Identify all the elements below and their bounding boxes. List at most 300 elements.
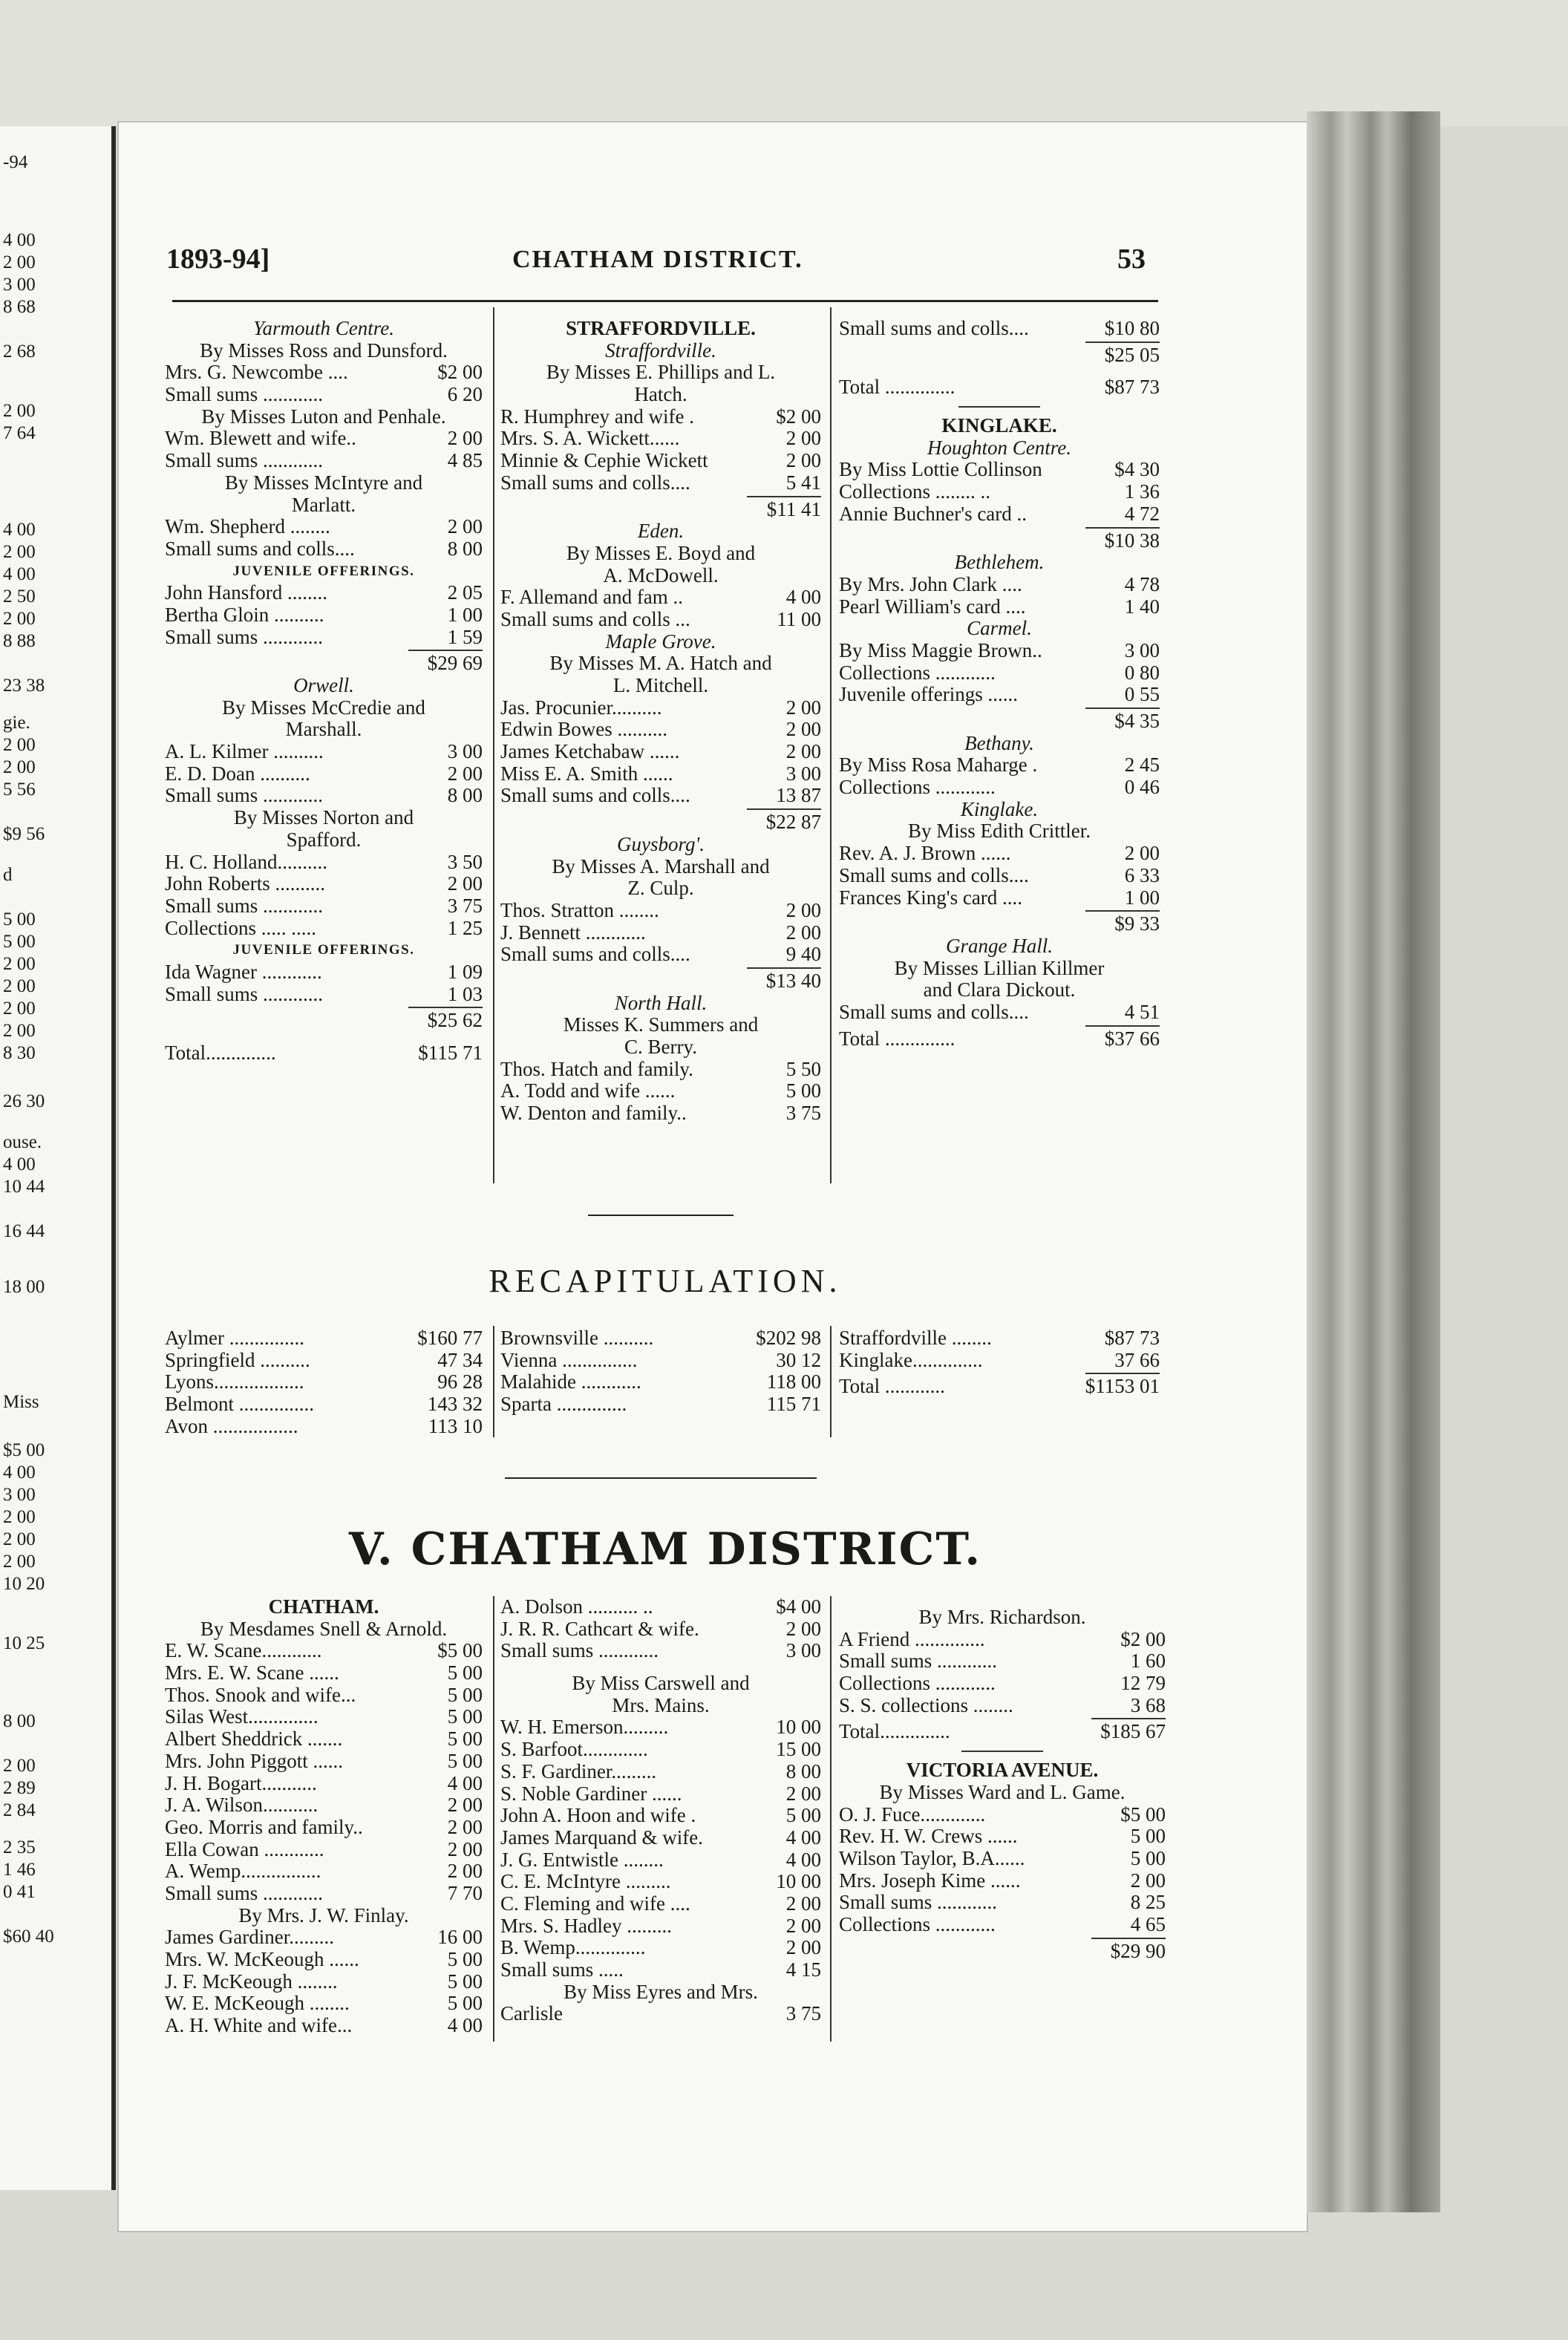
entry-row xyxy=(165,1640,483,1662)
subheading: JUVENILE OFFERINGS. xyxy=(232,563,415,579)
entry-label: O. J. Fuce............. xyxy=(839,1803,986,1826)
entry-label: J. F. McKeough ........ xyxy=(165,1970,338,1993)
entry-label: A. L. Kilmer .......... xyxy=(165,740,324,763)
entry-row xyxy=(165,852,483,874)
subheading: A. McDowell. xyxy=(603,563,719,586)
subheading: STRAFFORDVILLE. xyxy=(566,317,756,339)
column-3-listing xyxy=(839,318,1160,1050)
subheading: Kinglake. xyxy=(960,797,1039,820)
entry-row xyxy=(165,961,483,984)
entry-amount: 2 00 xyxy=(447,872,483,895)
entry-amount: 4 51 xyxy=(1124,1000,1160,1023)
entry-row xyxy=(165,785,483,807)
entry-row xyxy=(500,741,821,763)
entry-row xyxy=(165,1706,483,1728)
entry-row xyxy=(165,428,483,450)
entry-row xyxy=(839,1892,1166,1914)
entry-label: Collections ............ xyxy=(839,776,996,799)
entry-label: A. Todd and wife ...... xyxy=(500,1079,676,1102)
header-year: 1893-94] xyxy=(166,244,270,275)
left-page-fragment: $60 40 xyxy=(3,1926,54,1947)
entry-row xyxy=(165,450,483,472)
subheading: Misses K. Summers and xyxy=(563,1013,759,1036)
entry-row xyxy=(839,843,1160,865)
entry-amount: 6 33 xyxy=(1124,863,1160,886)
subheading: By Misses A. Marshall and xyxy=(552,854,770,878)
sum-rule xyxy=(1085,1373,1160,1374)
entry-amount: 3 75 xyxy=(785,1102,821,1125)
entry-row xyxy=(839,662,1160,684)
entry-label: Jas. Procunier.......... xyxy=(500,696,662,719)
entry-row xyxy=(165,1350,483,1372)
entry-amount: $29 69 xyxy=(427,652,483,675)
entry-amount: 2 00 xyxy=(447,1860,483,1883)
entry-amount: 1 36 xyxy=(1124,480,1160,503)
left-page-fragment: 23 38 xyxy=(3,676,45,696)
entry-row xyxy=(839,710,1160,733)
subheading: By Miss Eyres and Mrs. xyxy=(564,1980,758,2003)
entry-row xyxy=(500,1350,821,1372)
left-page-fragment: 2 00 xyxy=(3,954,36,974)
entry-label: Vienna ............... xyxy=(500,1348,638,1371)
entry-row xyxy=(165,1839,483,1861)
entry-label: Small sums ............ xyxy=(165,784,324,807)
entry-label: Total ............ xyxy=(839,1375,945,1398)
entry-row xyxy=(165,1042,483,1065)
entry-amount: 5 00 xyxy=(447,1992,483,2015)
entry-amount: 4 00 xyxy=(785,1848,821,1871)
entry-amount: 11 00 xyxy=(777,607,821,630)
entry-label: Thos. Stratton ........ xyxy=(500,898,659,921)
entry-label: Avon ................. xyxy=(165,1414,298,1437)
subheading: By Misses Norton and xyxy=(233,806,414,829)
entry-amount: 2 00 xyxy=(447,1794,483,1817)
left-page-fragment: 10 25 xyxy=(3,1633,45,1653)
entry-label: Ella Cowan ............ xyxy=(165,1837,324,1860)
left-page-fragment: gie. xyxy=(3,713,30,733)
entry-label: Small sums and colls.... xyxy=(165,537,355,560)
entry-row xyxy=(165,895,483,918)
entry-label: E. W. Scane............ xyxy=(165,1639,322,1662)
entry-label: Mrs. G. Newcombe .... xyxy=(165,361,348,384)
entry-label: Miss E. A. Smith ...... xyxy=(500,762,673,785)
entry-amount: 2 00 xyxy=(447,427,483,450)
left-page-fragment: 2 00 xyxy=(3,757,36,777)
left-page-fragment: -94 xyxy=(3,152,28,172)
entry-amount: 2 00 xyxy=(785,696,821,719)
entry-row xyxy=(839,887,1160,909)
entry-row xyxy=(839,1327,1160,1350)
entry-amount: 1 59 xyxy=(447,625,483,648)
entry-row xyxy=(839,1848,1166,1870)
entry-row xyxy=(839,684,1160,706)
sum-rule xyxy=(747,967,821,969)
chatham-column-1 xyxy=(165,1596,483,2037)
entry-amount: 2 00 xyxy=(447,1837,483,1860)
left-page-fragment: 2 00 xyxy=(3,999,36,1019)
entry-amount: $11 41 xyxy=(766,497,821,520)
entry-row xyxy=(839,1629,1166,1651)
entry-row xyxy=(165,1662,483,1684)
subheading: By Misses McCredie and xyxy=(222,696,425,719)
left-page-fragment: 26 30 xyxy=(3,1091,45,1111)
entry-row xyxy=(165,582,483,604)
entry-amount: $115 71 xyxy=(418,1042,483,1064)
entry-amount: $37 66 xyxy=(1104,1027,1160,1050)
entry-row xyxy=(165,1860,483,1883)
entry-amount: 8 25 xyxy=(1130,1891,1166,1914)
column-divider-2 xyxy=(830,307,832,1183)
entry-amount: $25 62 xyxy=(427,1009,483,1032)
entry-amount: 4 00 xyxy=(785,1826,821,1849)
entry-label: C. Fleming and wife .... xyxy=(500,1892,690,1915)
recap-divider-2 xyxy=(830,1326,832,1437)
entry-label: Small sums ............ xyxy=(165,625,324,648)
entry-row xyxy=(500,1618,821,1641)
entry-label: Small sums ............ xyxy=(839,1650,998,1673)
entry-label: R. Humphrey and wife . xyxy=(500,405,694,428)
subheading: Yarmouth Centre. xyxy=(252,317,395,339)
entry-label: Pearl William's card .... xyxy=(839,595,1026,618)
entry-amount: $202 98 xyxy=(756,1327,821,1349)
entry-row xyxy=(500,1739,821,1761)
subheading: Guysborg'. xyxy=(616,832,705,855)
entry-row xyxy=(165,362,483,384)
entry-row xyxy=(839,1650,1166,1673)
left-page-fragment: 2 84 xyxy=(3,1800,36,1820)
entry-label: Springfield .......... xyxy=(165,1348,310,1371)
entry-row xyxy=(839,913,1160,935)
entry-label: Total .............. xyxy=(839,1027,956,1050)
recap-column-1 xyxy=(165,1327,483,1437)
entry-row xyxy=(500,1893,821,1915)
entry-amount: 30 12 xyxy=(776,1348,821,1371)
entry-label: W. H. Emerson......... xyxy=(500,1716,669,1739)
entry-label: Carlisle xyxy=(500,2002,563,2025)
left-page-fragment: 2 00 xyxy=(3,609,36,629)
left-page-fragment: 10 44 xyxy=(3,1177,45,1197)
entry-row xyxy=(165,1773,483,1795)
entry-amount: 5 00 xyxy=(447,1728,483,1751)
entry-label: S. Barfoot............. xyxy=(500,1738,648,1761)
entry-row xyxy=(500,1102,821,1125)
entry-amount: 1 60 xyxy=(1130,1650,1166,1673)
entry-label: Small sums ............ xyxy=(165,894,324,917)
entry-amount: 37 66 xyxy=(1114,1348,1160,1371)
entry-row xyxy=(500,609,821,631)
entry-label: By Miss Maggie Brown.. xyxy=(839,638,1042,661)
entry-label: Small sums ............ xyxy=(165,982,324,1005)
entry-amount: 5 00 xyxy=(1130,1825,1166,1848)
entry-amount: 2 00 xyxy=(1130,1869,1166,1892)
subheading: KINGLAKE. xyxy=(941,414,1057,437)
entry-amount: 2 00 xyxy=(785,740,821,763)
subheading: By Misses Luton and Penhale. xyxy=(201,405,446,428)
entry-amount: 8 00 xyxy=(447,784,483,807)
left-page-fragment: 4 00 xyxy=(3,520,36,540)
left-page-fragment: 2 00 xyxy=(3,1756,36,1776)
subheading: VICTORIA AVENUE. xyxy=(906,1759,1099,1782)
subheading: By Mrs. J. W. Finlay. xyxy=(238,1903,409,1926)
sum-rule xyxy=(1085,1025,1160,1027)
page-number: 53 xyxy=(1117,244,1146,275)
entry-row xyxy=(839,1695,1166,1717)
entry-label: James Gardiner......... xyxy=(165,1926,334,1949)
left-page-fragment: 5 00 xyxy=(3,909,36,929)
entry-amount: 1 09 xyxy=(447,960,483,983)
subheading: Bethany. xyxy=(964,731,1034,754)
entry-amount: 2 00 xyxy=(785,427,821,450)
entry-row xyxy=(165,1949,483,1971)
entry-label: Small sums ............ xyxy=(165,1881,324,1904)
entry-row xyxy=(500,406,821,428)
entry-row xyxy=(165,1751,483,1773)
left-page-fragment: Miss xyxy=(3,1392,39,1412)
column-divider-1 xyxy=(493,307,494,1183)
subheading: C. Berry. xyxy=(624,1036,697,1058)
entry-row xyxy=(165,604,483,627)
entry-amount: $4 30 xyxy=(1114,458,1160,481)
entry-row xyxy=(165,984,483,1006)
entry-label: S. F. Gardiner......... xyxy=(500,1759,657,1782)
left-page-fragment: 7 64 xyxy=(3,423,36,443)
subheading: Marshall. xyxy=(285,718,362,741)
entry-label: Collections ............ xyxy=(839,661,996,684)
entry-label: Wilson Taylor, B.A...... xyxy=(839,1846,1025,1869)
entry-row xyxy=(165,653,483,675)
entry-label: Belmont ............... xyxy=(165,1393,314,1416)
entry-row xyxy=(500,1640,821,1662)
entry-amount: 8 00 xyxy=(785,1759,821,1782)
left-page-fragment: 4 00 xyxy=(3,1462,36,1483)
entry-amount: 2 00 xyxy=(785,718,821,741)
entry-label: Small sums and colls.... xyxy=(500,943,690,966)
entry-row xyxy=(165,1327,483,1350)
subheading: Eden. xyxy=(637,520,685,543)
entry-row xyxy=(500,1959,821,1981)
entry-label: Thos. Snook and wife... xyxy=(165,1683,356,1706)
entry-amount: 2 45 xyxy=(1124,754,1160,777)
entry-row xyxy=(165,1684,483,1707)
left-page-fragment: 5 00 xyxy=(3,932,36,952)
entry-row xyxy=(839,1376,1160,1398)
entry-row xyxy=(839,1350,1160,1372)
section-break-rule xyxy=(961,1751,1043,1752)
sum-rule xyxy=(408,650,483,651)
entry-row xyxy=(500,499,821,521)
recap-column-2 xyxy=(500,1327,821,1416)
entry-amount: 2 00 xyxy=(447,762,483,785)
entry-row xyxy=(165,763,483,785)
sum-rule xyxy=(1091,1718,1166,1719)
entry-row xyxy=(165,1010,483,1032)
entry-amount: $4 35 xyxy=(1114,710,1160,732)
entry-amount: 5 50 xyxy=(785,1057,821,1080)
entry-row xyxy=(165,1817,483,1839)
entry-amount: 96 28 xyxy=(437,1370,483,1393)
entry-amount: 5 00 xyxy=(447,1749,483,1772)
left-page-fragment: 2 35 xyxy=(3,1837,36,1857)
entry-amount: $22 87 xyxy=(765,811,821,834)
left-page-fragment: 16 44 xyxy=(3,1221,45,1241)
entry-label: Juvenile offerings ...... xyxy=(839,683,1018,706)
entry-label: Rev. A. J. Brown ...... xyxy=(839,842,1011,865)
entry-label: Wm. Shepherd ........ xyxy=(165,515,330,538)
column-2-listing xyxy=(500,318,821,1125)
entry-amount: $10 80 xyxy=(1104,317,1160,339)
entry-row xyxy=(839,596,1160,618)
subheading: By Misses Ward and L. Game. xyxy=(879,1780,1126,1803)
entry-amount: 2 00 xyxy=(785,1914,821,1937)
subheading: Mrs. Mains. xyxy=(612,1693,710,1716)
entry-label: Mrs. S. A. Wickett...... xyxy=(500,427,680,450)
entry-label: J. H. Bogart........... xyxy=(165,1771,317,1794)
entry-amount: 3 00 xyxy=(785,1639,821,1662)
entry-label: J. G. Entwistle ........ xyxy=(500,1848,664,1871)
entry-amount: 1 25 xyxy=(447,916,483,939)
entry-amount: 4 78 xyxy=(1124,572,1160,595)
entry-label: S. S. collections ........ xyxy=(839,1693,1013,1716)
entry-row xyxy=(165,538,483,561)
entry-amount: 13 87 xyxy=(776,784,821,807)
entry-amount: 5 00 xyxy=(447,1705,483,1728)
entry-amount: 2 00 xyxy=(785,1892,821,1915)
sum-rule xyxy=(1091,1938,1166,1939)
entry-row xyxy=(839,1804,1166,1826)
entry-amount: 1 00 xyxy=(1124,886,1160,909)
entry-row xyxy=(165,1371,483,1393)
entry-row xyxy=(839,481,1160,503)
section-break-rule xyxy=(958,406,1040,408)
entry-amount: 3 75 xyxy=(447,894,483,917)
entry-amount: $5 00 xyxy=(1120,1803,1166,1826)
entry-row xyxy=(500,472,821,494)
entry-label: A. Wemp................ xyxy=(165,1860,321,1883)
spacer xyxy=(500,1662,821,1673)
entry-label: Collections ..... ..... xyxy=(165,916,316,939)
entry-amount: 6 20 xyxy=(447,383,483,406)
entry-row xyxy=(500,922,821,944)
subheading: By Misses McIntyre and xyxy=(224,471,423,494)
entry-row xyxy=(500,1915,821,1938)
entry-label: Collections ............ xyxy=(839,1672,996,1695)
entry-amount: $87 73 xyxy=(1104,1327,1160,1349)
entry-label: Mrs. W. McKeough ...... xyxy=(165,1948,359,1970)
entry-amount: 10 00 xyxy=(776,1870,821,1893)
left-page-fragment: 4 00 xyxy=(3,1154,36,1174)
entry-row xyxy=(839,1721,1166,1743)
subheading: By Misses Ross and Dunsford. xyxy=(200,339,448,362)
chatham-column-3 xyxy=(839,1596,1166,1962)
entry-row xyxy=(165,1416,483,1438)
entry-label: A Friend .............. xyxy=(839,1627,985,1650)
left-page-fragment: $5 00 xyxy=(3,1440,45,1460)
left-page-fragment: 8 68 xyxy=(3,297,36,317)
entry-amount: $160 77 xyxy=(417,1327,483,1349)
entry-amount: 5 41 xyxy=(785,471,821,494)
subheading: North Hall. xyxy=(614,991,708,1014)
entry-amount: $5 00 xyxy=(437,1639,483,1662)
left-page-fragment: 8 88 xyxy=(3,631,36,651)
subheading: By Misses Lillian Killmer xyxy=(894,956,1105,979)
entry-row xyxy=(500,1849,821,1872)
entry-label: Small sums ............ xyxy=(165,449,324,472)
left-page-fragment: 2 00 xyxy=(3,401,36,421)
entry-label: Mrs. E. W. Scane ...... xyxy=(165,1661,339,1684)
entry-amount: $10 38 xyxy=(1104,529,1160,552)
entry-label: Small sums ............ xyxy=(839,1891,998,1914)
entry-amount: $25 05 xyxy=(1104,343,1160,366)
left-page-fragment: 2 00 xyxy=(3,252,36,272)
recap-title: RECAPITULATION. xyxy=(489,1263,842,1299)
entry-row xyxy=(165,1728,483,1751)
entry-label: Sparta .............. xyxy=(500,1393,627,1416)
entry-amount: 4 00 xyxy=(447,2014,483,2037)
left-page-fragment: 2 68 xyxy=(3,341,36,362)
entry-label: By Miss Lottie Collinson xyxy=(839,458,1042,481)
left-page-fragment: d xyxy=(3,865,13,885)
entry-amount: 2 00 xyxy=(785,921,821,944)
entry-amount: 3 50 xyxy=(447,850,483,873)
entry-amount: 5 00 xyxy=(1130,1846,1166,1869)
entry-row xyxy=(165,2015,483,2037)
entry-amount: 2 00 xyxy=(785,449,821,472)
entry-row xyxy=(839,1941,1166,1963)
entry-amount: 12 79 xyxy=(1120,1672,1166,1695)
entry-label: Total .............. xyxy=(839,376,956,399)
entry-label: Kinglake.............. xyxy=(839,1348,983,1371)
entry-row xyxy=(165,1794,483,1817)
entry-label: A. Dolson .......... .. xyxy=(500,1595,653,1618)
entry-label: Bertha Gloin .......... xyxy=(165,603,324,626)
subheading: Hatch. xyxy=(634,383,687,406)
sum-rule xyxy=(1085,341,1160,343)
entry-row xyxy=(165,873,483,895)
entry-label: Small sums ..... xyxy=(500,1958,624,1981)
entry-label: E. D. Doan .......... xyxy=(165,762,310,785)
left-page-fragment: 8 00 xyxy=(3,1711,36,1731)
entry-row xyxy=(500,2003,821,2025)
entry-row xyxy=(839,530,1160,552)
entry-amount: 3 00 xyxy=(785,762,821,785)
entry-amount: $1153 01 xyxy=(1085,1375,1160,1398)
sum-rule xyxy=(1085,910,1160,912)
entry-amount: $185 67 xyxy=(1100,1720,1166,1743)
entry-row xyxy=(839,1870,1166,1892)
entry-label: J. R. R. Cathcart & wife. xyxy=(500,1617,699,1640)
entry-row xyxy=(500,1871,821,1893)
entry-label: J. Bennett ............ xyxy=(500,921,646,944)
entry-label: Mrs. John Piggott ...... xyxy=(165,1749,344,1772)
entry-label: Mrs. S. Hadley ......... xyxy=(500,1914,672,1937)
entry-amount: 0 80 xyxy=(1124,661,1160,684)
entry-amount: 3 00 xyxy=(1124,638,1160,661)
section-divider-1 xyxy=(493,1596,494,2042)
left-page-fragment: 10 20 xyxy=(3,1574,45,1594)
entry-row xyxy=(500,1393,821,1416)
entry-label: W. Denton and family.. xyxy=(500,1102,687,1125)
entry-row xyxy=(165,1993,483,2015)
entry-amount: 4 65 xyxy=(1130,1912,1166,1935)
entry-label: Small sums and colls.... xyxy=(839,317,1029,339)
sum-rule xyxy=(747,808,821,810)
entry-row xyxy=(500,697,821,719)
entry-label: Collections ............ xyxy=(839,1912,996,1935)
entry-row xyxy=(839,1001,1160,1024)
entry-row xyxy=(839,1914,1166,1936)
entry-row xyxy=(500,1059,821,1081)
sum-rule xyxy=(747,496,821,497)
